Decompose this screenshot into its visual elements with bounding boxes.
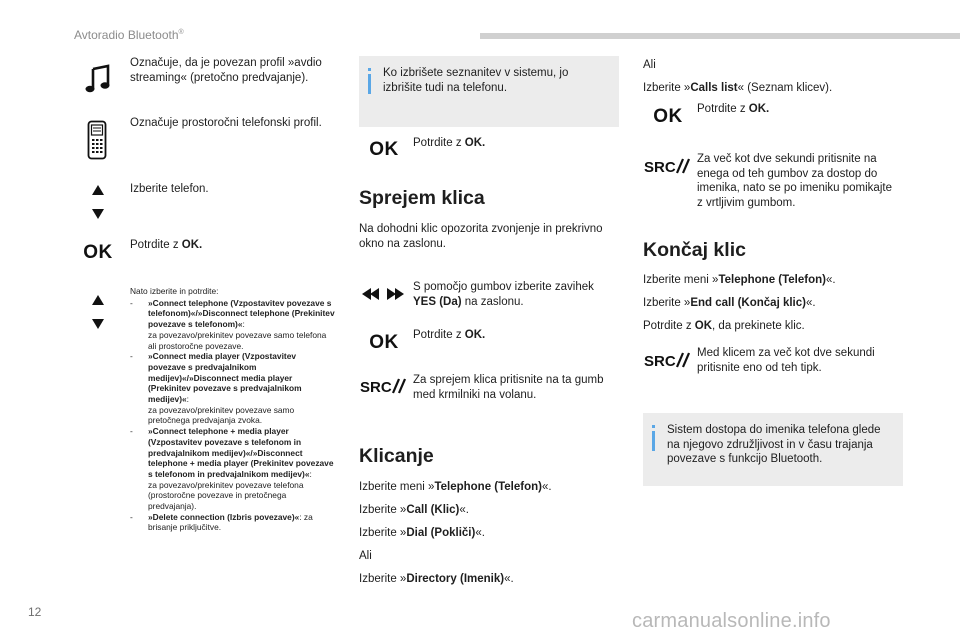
call-option-text: Izberite »Call (Klic)«. bbox=[359, 504, 469, 516]
music-note-icon bbox=[84, 64, 112, 94]
end-call-option-text: Izberite »End call (Končaj klic)«. bbox=[643, 297, 816, 309]
list-intro: Nato izberite in potrdite: bbox=[130, 286, 219, 296]
src-answer-text: Za sprejem klica pritisnite na ta gumb med krmilniki na volanu. bbox=[413, 374, 604, 401]
info-marker-icon bbox=[368, 68, 371, 71]
info-text: Ko izbrišete seznanitev v sistemu, jo izbrišite tudi na telefonu. bbox=[383, 67, 569, 94]
confirm-ok-text: Potrdite z OK. bbox=[413, 137, 486, 149]
src-phone-icon bbox=[644, 350, 690, 370]
ok-icon: OK bbox=[83, 242, 113, 263]
src-directory-text: Za več kot dve sekundi pritisnite na enega od teh gumbov za dostop do imenika, nato se po imeniku pomikajte z vrtljivim gumbom. bbox=[697, 153, 892, 209]
svg-text:SRC: SRC bbox=[360, 379, 392, 396]
confirm-ok-text: Potrdite z OK. bbox=[697, 103, 770, 115]
header-bar bbox=[480, 33, 960, 39]
select-yes-text: S pomočjo gumbov izberite zavihek YES (Da) na zaslonu. bbox=[413, 281, 594, 308]
info-box-pairing bbox=[359, 56, 619, 127]
directory-option-text: Izberite »Directory (Imenik)«. bbox=[359, 573, 514, 585]
confirm-ok-text: Potrdite z OK. bbox=[413, 329, 486, 341]
page-header-title: Avtoradio Bluetooth® bbox=[74, 28, 184, 42]
ok-icon: OK bbox=[369, 139, 399, 160]
svg-text:SRC: SRC bbox=[644, 159, 676, 176]
select-phone-text: Izberite telefon. bbox=[130, 183, 209, 195]
heading-end-call: Končaj klic bbox=[643, 239, 746, 261]
list-item: - »Delete connection (Izbris povezave)«: za brisanje priključitve. bbox=[130, 511, 313, 533]
connection-options-list bbox=[130, 286, 335, 533]
phone-icon bbox=[86, 120, 108, 160]
or-text: Ali bbox=[643, 59, 656, 71]
menu-telephone-text: Izberite meni »Telephone (Telefon)«. bbox=[643, 274, 836, 286]
up-down-arrows-icon bbox=[90, 184, 106, 220]
ok-icon: OK bbox=[653, 106, 683, 127]
info-box-directory bbox=[643, 413, 903, 486]
music-profile-text: Označuje, da je povezan profil »avdio streaming« (pretočno predvajanje). bbox=[130, 57, 322, 84]
up-down-arrows-icon bbox=[90, 294, 106, 330]
watermark: carmanualsonline.info bbox=[632, 610, 831, 632]
list-item: - »Connect telephone + media player (Vzpostavitev povezave s telefonom in predvajalnikom medijev)«/»Disconnect telephone + media player (Prekinitev povezave s telefonom in predvajalnikom medijev)«: za povezavo/prekinitev povezave telefona (prostoročne povezave in pretočnega predvajanja). bbox=[130, 426, 334, 512]
confirm-ok-text: Potrdite z OK. bbox=[130, 239, 203, 251]
page-number: 12 bbox=[28, 605, 42, 619]
list-item: - »Connect media player (Vzpostavitev povezave s predvajalnikom medijev)«/»Disconnect media player (Prekinitev povezave s predvajalnikom medijev)«: za povezavo/prekinitev povezave samo pretočnega predvajanja zvoka. bbox=[130, 351, 302, 426]
or-text: Ali bbox=[359, 550, 372, 562]
menu-telephone-text: Izberite meni »Telephone (Telefon)«. bbox=[359, 481, 552, 493]
info-marker-icon bbox=[652, 425, 655, 428]
registered-mark: ® bbox=[178, 29, 184, 36]
calls-list-text: Izberite »Calls list« (Seznam klicev). bbox=[643, 82, 833, 94]
phone-profile-text: Označuje prostoročni telefonski profil. bbox=[130, 117, 322, 129]
end-confirm-text: Potrdite z OK, da prekinete klic. bbox=[643, 320, 805, 332]
src-end-call-text: Med klicem za več kot dve sekundi pritisnite eno od teh tipk. bbox=[697, 347, 875, 374]
dial-option-text: Izberite »Dial (Pokliči)«. bbox=[359, 527, 485, 539]
list-item: - »Connect telephone (Vzpostavitev povezave s telefonom)«/»Disconnect telephone (Prekinitev povezave s telefonom)«: za povezavo/prekinitev povezave samo telefona ali prostoročne povezave. bbox=[130, 297, 335, 351]
heading-calling: Klicanje bbox=[359, 445, 434, 467]
svg-text:SRC: SRC bbox=[644, 353, 676, 370]
left-right-arrows-icon bbox=[362, 286, 404, 302]
incoming-call-text: Na dohodni klic opozorita zvonjenje in prekrivno okno na zaslonu. bbox=[359, 223, 603, 250]
info-text: Sistem dostopa do imenika telefona glede na njegovo združljivost in v času trajanja povezave s funkcijo Bluetooth. bbox=[667, 424, 881, 465]
src-phone-icon bbox=[644, 156, 690, 176]
ok-icon: OK bbox=[369, 332, 399, 353]
heading-receive-call: Sprejem klica bbox=[359, 187, 485, 209]
src-phone-icon bbox=[360, 376, 406, 396]
